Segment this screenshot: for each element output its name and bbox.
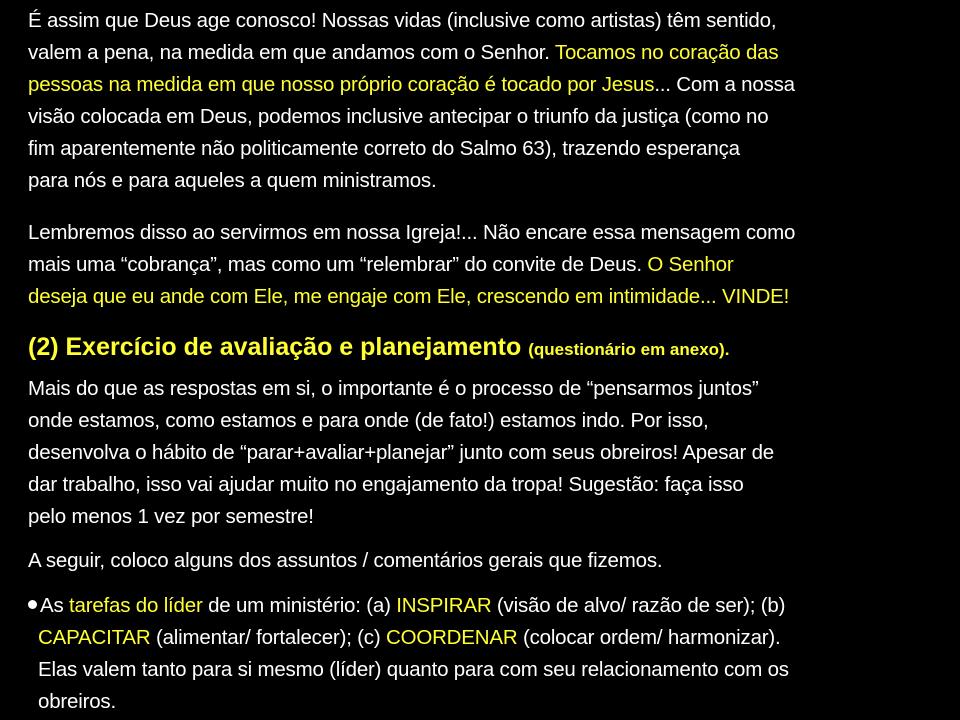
- text-line: [28, 686, 953, 718]
- text-line: [28, 545, 948, 577]
- text-segment: pelo menos 1 vez por semestre!: [28, 505, 314, 528]
- text-line: [28, 437, 948, 469]
- text-segment: mais uma “cobrança”, mas como um “relembrar” do convite de Deus.: [28, 253, 648, 276]
- text-line: [28, 469, 948, 501]
- highlighted-text: deseja que eu ande com Ele, me engaje com Ele, crescendo em intimidade... VINDE!: [28, 285, 790, 308]
- section-heading: [28, 329, 948, 368]
- text-segment: ... Com a nossa: [654, 73, 795, 96]
- highlighted-text: pessoas na medida em que nosso próprio coração é tocado por Jesus: [28, 73, 655, 96]
- text-line: [28, 5, 948, 37]
- text-segment: obreiros.: [38, 690, 116, 713]
- text-segment: valem a pena, na medida em que andamos com o Senhor.: [28, 41, 555, 64]
- text-line: [28, 501, 948, 533]
- highlighted-text: O Senhor: [647, 253, 734, 276]
- text-line: [28, 249, 948, 281]
- text-segment: Elas valem tanto para si mesmo (líder) quanto para com seu relacionamento com os: [38, 658, 789, 681]
- text-line: [28, 101, 948, 133]
- text-line: [28, 281, 948, 313]
- text-line: [28, 590, 953, 622]
- text-segment: onde estamos, como estamos e para onde (de fato!) estamos indo. Por isso,: [28, 409, 709, 432]
- paragraph-2: [28, 217, 948, 313]
- text-segment: visão colocada em Deus, podemos inclusive antecipar o triunfo da justiça (como no: [28, 105, 769, 128]
- text-line: [28, 133, 948, 165]
- highlighted-text: INSPIRAR: [396, 594, 492, 617]
- text-line: [28, 69, 948, 101]
- highlighted-text: Tocamos no coração das: [554, 41, 779, 64]
- text-segment: As: [40, 594, 70, 617]
- bullet-dot-icon: [28, 600, 37, 609]
- highlighted-text: CAPACITAR: [38, 626, 151, 649]
- text-segment: de um ministério: (a): [202, 594, 397, 617]
- text-segment: Mais do que as respostas em si, o importante é o processo de “pensarmos juntos”: [28, 377, 759, 400]
- paragraph-1: [28, 5, 948, 197]
- text-line: [28, 165, 948, 197]
- text-line: [28, 373, 948, 405]
- paragraph-3: [28, 373, 948, 533]
- text-segment: desenvolva o hábito de “parar+avaliar+planejar” junto com seus obreiros! Apesar de: [28, 441, 774, 464]
- text-segment: A seguir, coloco alguns dos assuntos / comentários gerais que fizemos.: [28, 549, 663, 572]
- text-segment: (visão de alvo/ razão de ser); (b): [491, 594, 786, 617]
- bullet-item: [28, 590, 953, 718]
- text-line: [28, 37, 948, 69]
- heading-main: (2) Exercício de avaliação e planejamento: [28, 333, 529, 361]
- text-line: [28, 622, 953, 654]
- text-segment: para nós e para aqueles a quem ministramos.: [28, 169, 437, 192]
- text-line: [28, 405, 948, 437]
- text-segment: dar trabalho, isso vai ajudar muito no engajamento da tropa! Sugestão: faça isso: [28, 473, 744, 496]
- highlighted-text: tarefas do líder: [69, 594, 203, 617]
- heading-note: (questionário em anexo).: [528, 340, 730, 359]
- text-segment: (colocar ordem/ harmonizar).: [517, 626, 781, 649]
- text-segment: Lembremos disso ao servirmos em nossa Igreja!... Não encare essa mensagem como: [28, 221, 796, 244]
- text-segment: (alimentar/ fortalecer); (c): [150, 626, 386, 649]
- text-segment: É assim que Deus age conosco! Nossas vidas (inclusive como artistas) têm sentido,: [28, 9, 777, 32]
- text-segment: fim aparentemente não politicamente correto do Salmo 63), trazendo esperança: [28, 137, 740, 160]
- highlighted-text: COORDENAR: [385, 626, 518, 649]
- paragraph-4: [28, 545, 948, 577]
- text-line: [28, 217, 948, 249]
- text-line: [28, 654, 953, 686]
